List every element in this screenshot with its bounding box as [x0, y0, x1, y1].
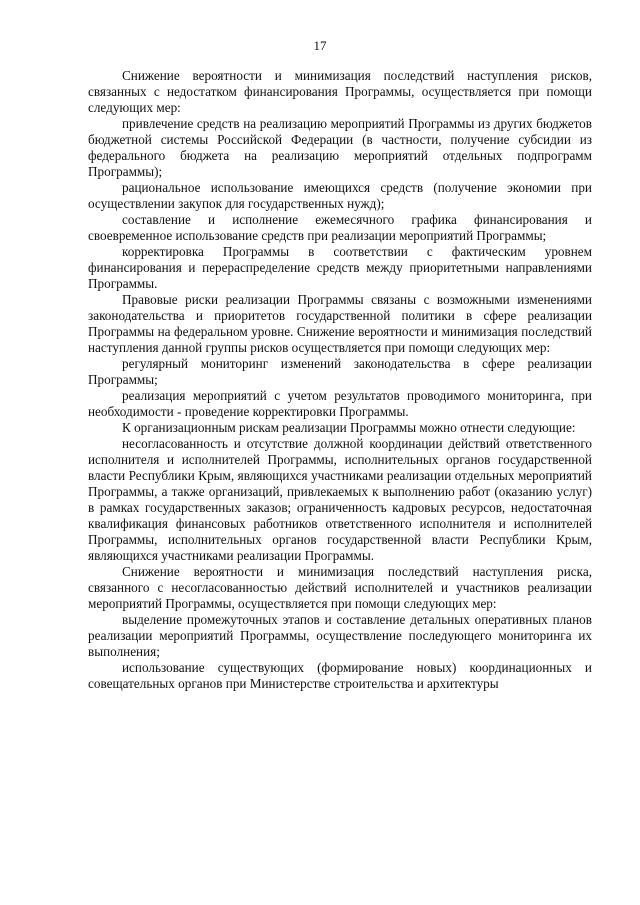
page-number: 17	[313, 38, 327, 53]
paragraph: составление и исполнение ежемесячного графика финансирования и своевременное использование средств при реализации мероприятий Программы;	[88, 212, 592, 243]
paragraph: использование существующих (формирование новых) координационных и совещательных органов при Министерстве строительства и архитектуры	[88, 660, 592, 691]
document-body	[88, 68, 592, 692]
paragraph: несогласованность и отсутствие должной координации действий ответственного исполнителя и исполнителей Программы, исполнительных органов государственной власти Республики Крым, являющихся участниками реализации отдельных мероприятий Программы, а также организаций, привлекаемых к выполнению работ (оказанию услуг) в рамках государственных заказов; ограниченность кадровых ресурсов, недостаточная квалификация финансовых работников ответственного исполнителя и исполнителей Программы, исполнительных органов государственной власти Республики Крым, являющихся участниками реализации Программы.	[88, 436, 592, 563]
paragraph: выделение промежуточных этапов и составление детальных оперативных планов реализации мероприятий Программы, осуществление последующего мониторинга их выполнения;	[88, 612, 592, 659]
paragraph: корректировка Программы в соответствии с фактическим уровнем финансирования и перераспределение средств между приоритетными направлениями Программы.	[88, 244, 592, 291]
paragraph: Правовые риски реализации Программы связаны с возможными изменениями законодательства и приоритетов государственной политики в сфере реализации Программы на федеральном уровне. Снижение вероятности и минимизация последствий наступления данной группы рисков осуществляется при помощи следующих мер:	[88, 292, 592, 355]
paragraph: регулярный мониторинг изменений законодательства в сфере реализации Программы;	[88, 356, 592, 387]
paragraph: рациональное использование имеющихся средств (получение экономии при осуществлении закупок для государственных нужд);	[88, 180, 592, 211]
paragraph: К организационным рискам реализации Программы можно отнести следующие:	[122, 420, 576, 435]
paragraph: привлечение средств на реализацию мероприятий Программы из других бюджетов бюджетной системы Российской Федерации (в частности, получение субсидии из федерального бюджета на реализацию мероприятий отдельных подпрограмм Программы);	[88, 116, 592, 179]
paragraph: Снижение вероятности и минимизация последствий наступления рисков, связанных с недостатком финансирования Программы, осуществляется при помощи следующих мер:	[88, 68, 592, 115]
paragraph: реализация мероприятий с учетом результатов проводимого мониторинга, при необходимости - проведение корректировки Программы.	[88, 388, 592, 419]
paragraph: Снижение вероятности и минимизация последствий наступления риска, связанного с несогласованностью действий исполнителей и участников реализации мероприятий Программы, осуществляется при помощи следующих мер:	[88, 564, 592, 611]
